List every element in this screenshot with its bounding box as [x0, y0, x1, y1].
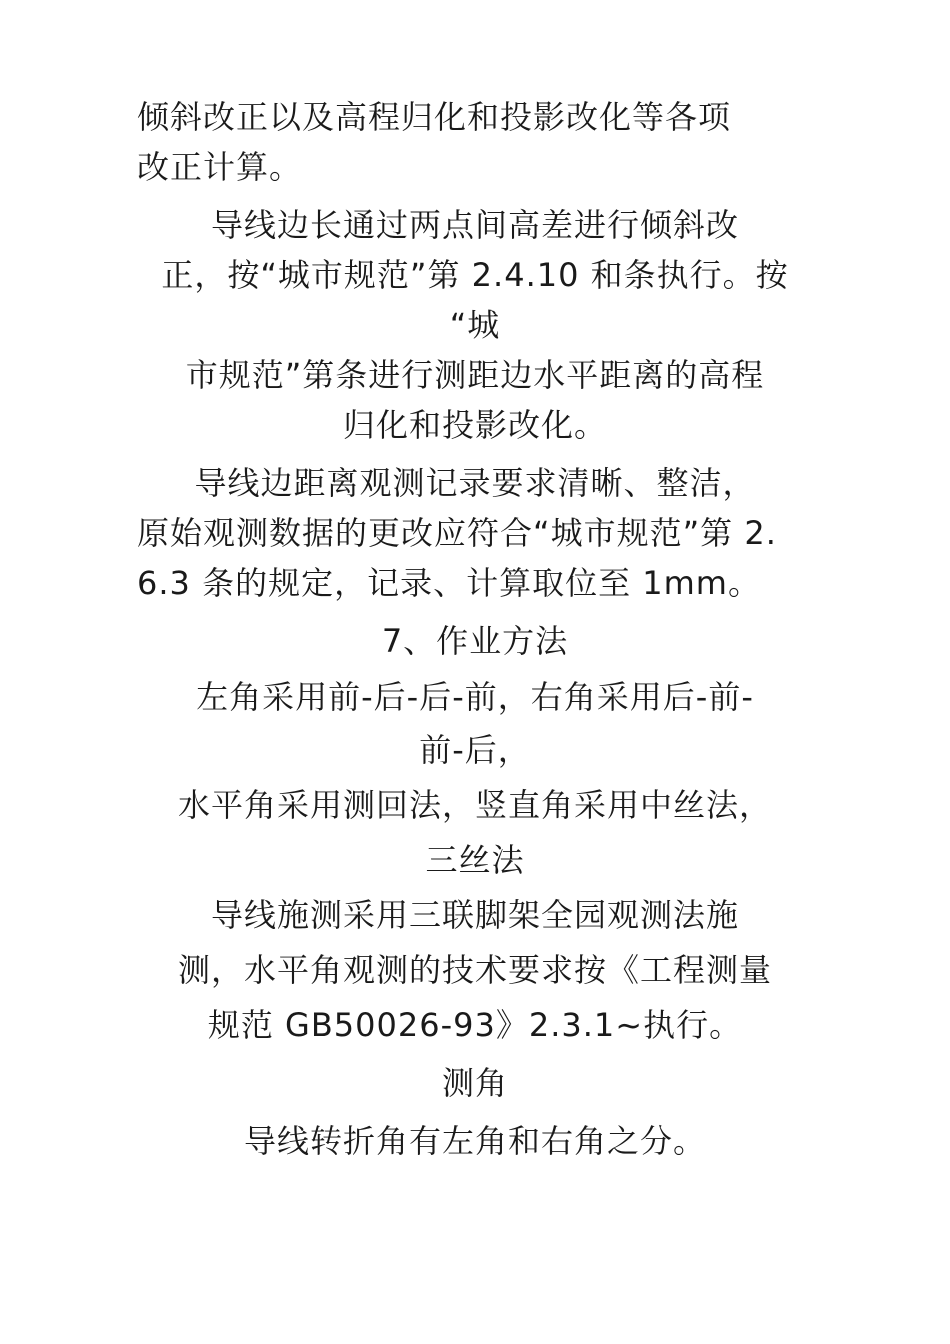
- paragraph-line: 三丝法: [425, 841, 525, 879]
- paragraph-line: 改正计算。: [137, 148, 303, 186]
- paragraph-line: 倾斜改正以及高程归化和投影改化等各项: [137, 98, 732, 136]
- paragraph-line: 归化和投影改化。: [342, 406, 607, 444]
- paragraph-line: 水平角采用测回法，竖直角采用中丝法，: [177, 786, 772, 824]
- paragraph-line: 导线施测采用三联脚架全园观测法施: [210, 896, 739, 934]
- paragraph-line: 左角采用前-后-后-前，右角采用后-前-: [196, 678, 754, 716]
- paragraph-line: 导线转折角有左角和右角之分。: [243, 1122, 706, 1160]
- paragraph-line: 测，水平角观测的技术要求按《工程测量: [177, 951, 772, 989]
- paragraph-line: 规范 GB50026-93》2.3.1~执行。: [207, 1006, 743, 1044]
- paragraph-line: 前-后，: [419, 731, 531, 769]
- section-heading: 7、作业方法: [381, 622, 569, 660]
- paragraph-line: 原始观测数据的更改应符合“城市规范”第 2.: [137, 514, 777, 552]
- paragraph-line: “城: [449, 306, 501, 344]
- paragraph-line: 6.3 条的规定，记录、计算取位至 1mm。: [137, 564, 761, 602]
- paragraph-line: 导线边距离观测记录要求清晰、整洁，: [194, 464, 756, 502]
- paragraph-line: 市规范”第条进行测距边水平距离的高程: [185, 356, 765, 394]
- paragraph-line: 正，按“城市规范”第 2.4.10 和条执行。按: [161, 256, 789, 294]
- paragraph-line: 导线边长通过两点间高差进行倾斜改: [210, 206, 739, 244]
- section-heading: 测角: [441, 1064, 508, 1102]
